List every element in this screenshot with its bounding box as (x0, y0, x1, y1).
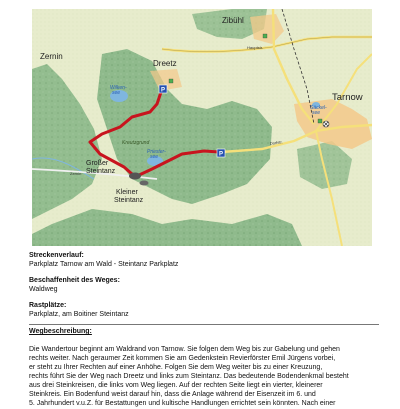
marker-square-dreetz (169, 79, 173, 83)
place-label-kleiner-line2: Steintanz (114, 197, 144, 204)
desc-line-5: aus drei Steinkreisen, die links vom Weg liegen. Auf der rechten Seite liegt ein vierter, kleinerer (29, 381, 323, 389)
stone-circle-grosser (129, 173, 141, 180)
desc-paragraph (29, 346, 379, 408)
parking-label-tarnow: P (218, 151, 224, 158)
place-label-kleiner-line1: Kleiner (116, 189, 138, 196)
water-label-saeckelsee-line2: see (312, 110, 321, 116)
desc-line-2: rechts weiter. Nach geraumer Zeit kommen Sie am Gedenkstein Revierförster Emil Jürgens vorbei, (29, 355, 336, 363)
desc-heading: Wegbeschreibung: (29, 328, 92, 336)
water-label-wilkensee-line2: see (112, 90, 121, 96)
place-label-dreetz: Dreetz (153, 59, 177, 68)
place-label-tarnow: Tarnow (332, 92, 363, 103)
water-label-saeckelsee-line1: Säckel- (310, 105, 327, 111)
desc-line-6: Steinkreis. Ein Bodenfund weist darauf hin, dass die Anlage während der Eisenzeit im 6. und (29, 390, 316, 398)
place-label-zibuehl: Zibühl (222, 16, 244, 25)
rest-value: Parkplatz, am Boitiner Steintanz (29, 310, 129, 318)
parking-marker-tarnow[interactable] (217, 149, 225, 158)
route-value: Parkplatz Tarnow am Wald - Steintanz Parkplatz (29, 260, 179, 268)
desc-line-4: rechts führt Sie der Weg nach Dreetz und links zum Steintanz. Das bedeutende Bodendenkmal besteht (29, 373, 349, 381)
parking-label-dreetz: P (160, 87, 166, 94)
place-label-grosser-line1: Großer (86, 160, 109, 167)
road-label-north: Hauptstr. (247, 45, 264, 50)
place-label-zernin: Zernin (40, 52, 63, 61)
road-label-east: Dorfstr. (269, 139, 283, 146)
desc-line-7: 5. Jahrhundert v.u.Z. für Bestattungen und kultische Handlungen errichtet sein könnten. Nach einer (29, 399, 336, 407)
stone-circle-kleiner (140, 181, 149, 186)
parking-marker-dreetz[interactable] (159, 85, 167, 94)
road-label-south: Zernin (70, 171, 82, 176)
marker-square-zibuehl (263, 34, 267, 38)
rest-heading: Rastplätze: (29, 301, 67, 309)
surface-value: Waldweg (29, 285, 58, 293)
description-block (29, 252, 379, 409)
surface-heading: Beschaffenheit des Weges: (29, 276, 120, 284)
desc-line-1: Die Wandertour beginnt am Waldrand von Tarnow. Sie folgen dem Weg bis zur Gabelung und gehen (29, 346, 340, 354)
water-label-priestersee-line2: see (150, 154, 159, 160)
route-heading: Streckenverlauf: (29, 252, 84, 259)
route-map[interactable] (32, 9, 372, 246)
field-label-kreutzgrund: Kreutzgrund (122, 140, 150, 146)
place-label-kleiner-steintanz (114, 189, 144, 204)
place-label-grosser-line2: Steintanz (86, 168, 116, 175)
water-label-wilkensee-line1: Wilken- (110, 85, 127, 91)
desc-line-3: er steht zu Ihrer Rechten auf einer Anhöhe. Folgen Sie dem Weg weiter bis zu einer Kreuzung, (29, 364, 323, 372)
divider (29, 324, 379, 325)
water-label-priestersee-line1: Priester- (147, 149, 166, 155)
marker-square-tarnow (318, 119, 322, 123)
